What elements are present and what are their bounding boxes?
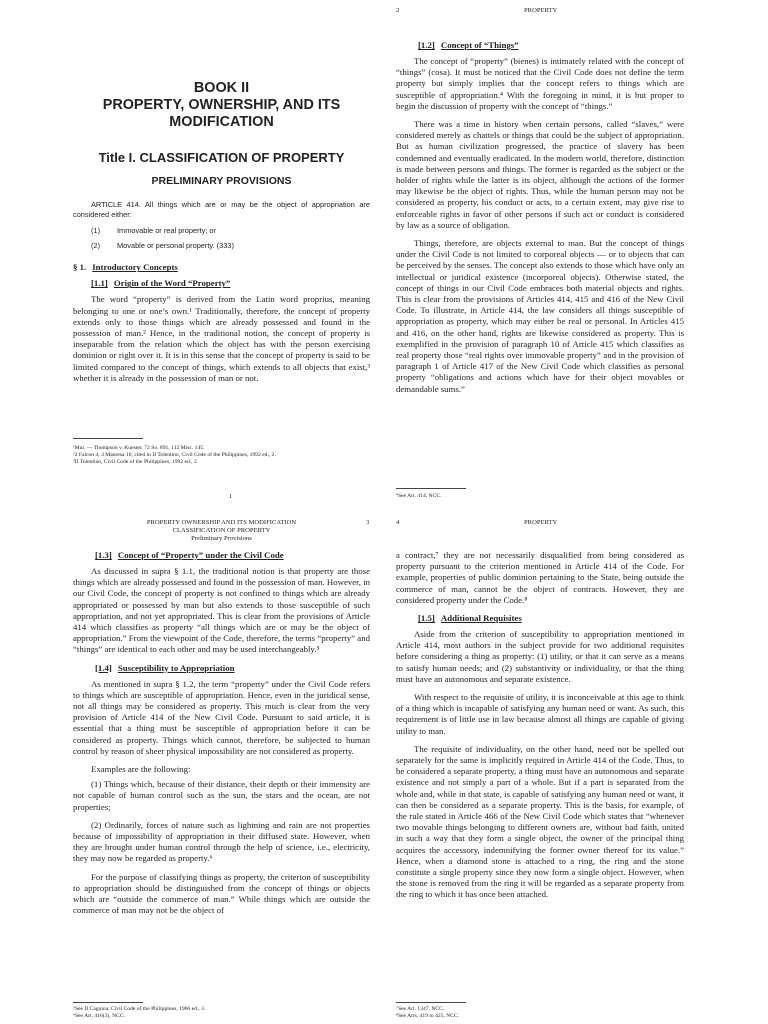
book-heading: [73, 80, 370, 131]
paragraph: The concept of “property” (bienes) is intimately related with the concept of “things” (cosa). It must be noticed that the Civil Code does not define the term property but simply implies that the concept refers to things which are susceptible of appropriation.⁴ With the foregoing in mind, it is but proper to begin the discussion of property with the concept of “things.”: [396, 56, 684, 111]
page-4: [384, 512, 768, 1024]
running-head: PROPERTY: [524, 7, 558, 14]
book-subtitle: PROPERTY, OWNERSHIP, AND ITS MODIFICATION: [102, 97, 341, 130]
article-414: ARTICLE 414. All things which are or may be the object of appropriation are considered either:: [73, 200, 370, 219]
subheading-1-4: [1.4] Susceptibility to Appropriation: [95, 662, 235, 673]
paragraph-origin-of-property: The word “property” is derived from the Latin word proprius, meaning belonging to one or one’s own.¹ Traditionally, therefore, the concept of property extends only to those things which are already possessed and found in the possession of man.² Hence, in the traditional notion, the concept of property is inseparable from the relation which the object has with the person exercising dominion or right over it. It is in this sense that the concept of property is said to be limited compared to the concept of things, which extends to all objects that exist,³ whether it is already in the possession of man or not.: [73, 294, 370, 383]
footnote: ²2 Falcon 4, 3 Manresa 10, cited in II Tolentino, Civil Code of the Philippines, 1992 ed., 2.: [73, 452, 276, 459]
preliminary-provisions-heading: PRELIMINARY PROVISIONS: [151, 175, 292, 187]
footnote: ⁶See Art. 416(3), NCC.: [73, 1013, 125, 1020]
paragraph: Aside from the criterion of susceptibility to appropriation mentioned in Article 414, most authors in the subject provide for two additional requisites before considering a thing as property: (1) utility, or that it can serve as a means to satisfy human needs; and (2) substantivity or individuality, or that the thing must have an autonomous and separate existence.: [396, 629, 684, 684]
paragraph: With respect to the requisite of utility, it is inconceivable at this age to think of a thing which is incapable of satisfying any human need or want. As such, this requirement is of little use in law because almost all things are capable of giving utility to man.: [396, 692, 684, 736]
paragraph: The requisite of individuality, on the other hand, need not be spelled out separately for the same is implicitly required in Article 414 of the Code. Thus, to be considered a separate property, a thing must have an autonomous and separate existence and not simply a part of a whole. But if a part is separated from the whole and, while in that state, is capable of satisfying any human need or want, it can then be considered as a separate property. This is the basis, for example, of the rule stated in Article 466 of the New Civil Code which states that “whenever two movable things belonging to different owners are, without bad faith, united in such a way that they form a single object, the owner of the principal thing acquires the accessory, indemnifying the former owner thereof for its value.” Hence, when a diamond stone is attached to a ring, the ring and the stone constitute a single property since they now form a single object. However, when the stone is removed from the ring it will be regarded as a separate property from the ring to which it has once been attached.: [396, 743, 684, 900]
book-label: BOOK II: [193, 80, 250, 96]
footnotes: [73, 1006, 370, 1020]
footnote: ⁵See II Caguioa, Civil Code of the Philippines, 1966 ed., 3.: [73, 1006, 206, 1012]
footnote: ⁴See Art. 414, NCC.: [396, 493, 442, 499]
page-2-body: [396, 40, 684, 402]
article-list-item: (1) Immovable or real property; or: [91, 226, 216, 236]
example-item: (1) Things which, because of their distance, their depth or their immensity are not capable of human control such as the sun, the stars and the ocean, are not properties;: [73, 779, 370, 812]
subheading-1-2: [1.2] Concept of “Things”: [418, 40, 519, 50]
footnotes: [73, 445, 370, 467]
page-number: 1: [229, 493, 233, 500]
footnote: ¹Mur. — Thompson v. Kuester, 72 So. 891, 112 Misc. 145.: [73, 445, 205, 451]
footnote-divider: [396, 488, 466, 489]
running-head-page-number: 4: [396, 519, 400, 526]
footnote-divider: [396, 1002, 466, 1003]
page-2: [384, 0, 768, 512]
page-1: [0, 0, 384, 512]
article-list-item: (2) Movable or personal property. (333): [91, 240, 234, 250]
footnote: ⁸See Arts. 419 to 425, NCC.: [396, 1013, 460, 1020]
subheading-1-1: [1.1] Origin of the Word “Property”: [91, 278, 231, 289]
footnote: ⁷See Art. 1347, NCC.: [396, 1006, 445, 1012]
page-1-body: [73, 200, 370, 391]
running-head-page-number: 3: [366, 519, 370, 526]
footnote-divider: [73, 1002, 143, 1003]
running-head-page-number: 2: [396, 7, 400, 14]
footnote: ³II Tolentino, Civil Code of the Philippines, 1992 ed., 2.: [73, 459, 199, 466]
footnotes: [396, 1006, 684, 1020]
subheading-1-3: [1.3] Concept of “Property” under the Civil Code: [95, 550, 284, 560]
paragraph: There was a time in history when certain persons, called “slaves,” were considered merely as chattels or things that could be the subject of appropriation. But as human civilization progressed, the practice of slavery has been condemned and eventually eradicated. In the modern world, therefore, distinction is made between persons and things. The former is regarded as the subject or the holder of rights while the latter is its object, although the actions of the former may likewise be the object of rights. Thus, while the human person may not be considered as property, his conduct or acts, to a certain extent, may give rise to enforceable rights in favor of other persons if such act or conduct is considered by law as a source of obligation.: [396, 119, 684, 230]
example-item: (2) Ordinarily, forces of nature such as lightning and rain are not properties because of impossibility of appropriation in their diffused state. However, when they are brought under human control through the help of science, i.e., electricity, they may now be regarded as property.⁶: [73, 819, 370, 864]
page-4-body: [396, 550, 684, 908]
subheading-1-5: [1.5] Additional Requisites: [418, 613, 522, 624]
paragraph: a contract,⁷ they are not necessarily disqualified from being considered as property pursuant to the criterion mentioned in Article 414 of the Code. For example, properties of public dominion pertaining to the State, being outside the commerce of man, cannot be the object of contracts. However, they are considered property under the Code.⁸: [396, 550, 684, 605]
paragraph: Things, therefore, are objects external to man. But the concept of things under the Civil Code is not limited to corporeal objects — or to objects that can be perceived by the senses. The concept also extends to those which have only an intellectual or juridical existence (incorporeal objects). Otherwise stated, the concept of things in our Civil Code embraces both material objects and rights. This is clear from the provisions of Articles 414, 415 and 416 of the New Civil Code. To illustrate, in Article 414, the law considers all things susceptible of appropriation as property, which may either be real or personal. In Articles 415 and 416, on the other hand, rights are likewise considered as property. This is exemplified in the provision of paragraph 10 of Article 415 which classifies as real property those “real rights over immovable property” and in the provision of paragraph 1 of Article 417 of the New Civil Code which classifies as personal property “obligations and actions which have for their object movables or demandable sums.”: [396, 238, 684, 394]
page-3: [0, 512, 384, 1024]
footnote-divider: [73, 438, 143, 439]
paragraph: As mentioned in supra § 1.2, the term “property” under the Civil Code refers to things which are susceptible of appropriation. Hence, even in the juridical sense, not all things may be considered as property. This much is clear from the very provision of Article 414 of the New Civil Code. Pursuant to said article, it is essential that a thing must be susceptible of appropriation before it can be considered as property. Things which cannot, therefore, be subjected to human control by reason of sheer physical impossibility are not considered as property.: [73, 678, 370, 756]
page-3-body: [73, 550, 370, 923]
title-heading: Title I. CLASSIFICATION OF PROPERTY: [98, 150, 345, 165]
running-head: PROPERTY: [524, 519, 558, 526]
paragraph: As discussed in supra § 1.1, the traditional notion is that property are those things which are already possessed and found in the possession of man. However, in our Civil Code, the concept of property is not confined to things which are already appropriated or possessed by man but also extends to those susceptible of such appropriation, and not yet appropriated. This is clear from the provisions of Article 414 which classifies as property “all things which are or may be the object of appropriation.” From the viewpoint of the Code, therefore, the terms “property” and “things” are identical to each other and may be used interchangeably.⁵: [73, 566, 370, 655]
running-head: PROPERTY OWNERSHIP AND ITS MODIFICATION CLASSIFICATION OF PROPERTY Preliminary Provisions: [146, 519, 297, 542]
section-title: § 1. Introductory Concepts: [73, 262, 178, 273]
paragraph: For the purpose of classifying things as property, the criterion of susceptibility to appropriation should be distinguished from the concept of things or objects which are “outside the commerce of man.” While things which are outside the commerce of man may not be the object of: [73, 871, 370, 916]
paragraph: Examples are the following:: [91, 764, 191, 775]
